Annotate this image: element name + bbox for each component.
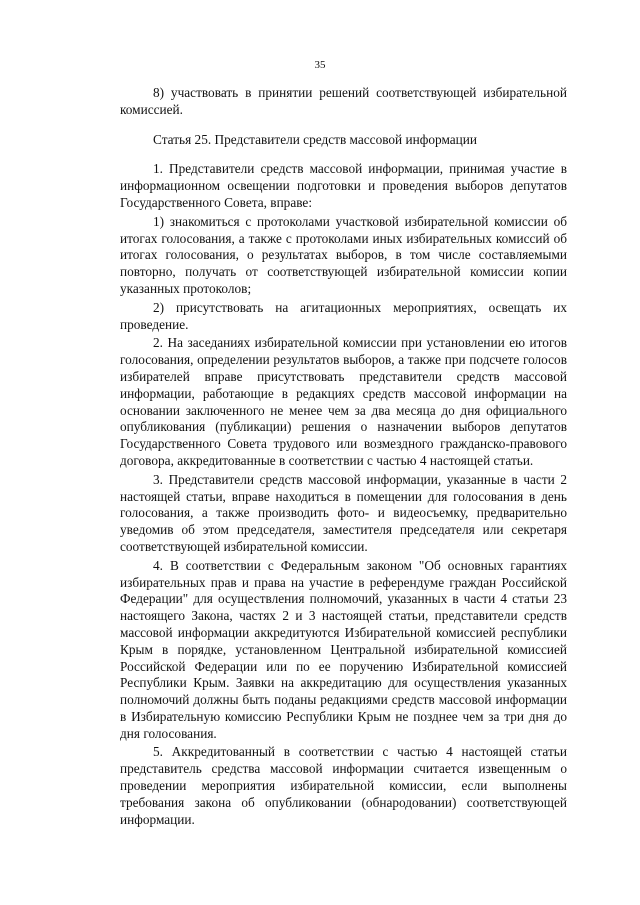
document-body [120, 85, 567, 828]
article-25-heading: Статья 25. Представители средств массовой информации [153, 131, 478, 147]
paragraph-part-1: 1. Представители средств массовой информации, принимая участие в информационном освещении подготовки и проведения выборов депутатов Государственного Совета, вправе: [120, 161, 567, 210]
paragraph-subitem-2: 2) присутствовать на агитационных мероприятиях, освещать их проведение. [120, 299, 567, 332]
page-number: 35 [314, 59, 326, 71]
paragraph-part-4: 4. В соответствии с Федеральным законом "Об основных гарантиях избирательных прав и права на участие в референдуме граждан Российской Федерации" для осуществления полномочий, указанных в части 4 статьи 23 настоящего Закона, частях 2 и 3 настоящей статьи, представители средств массовой информации аккредитуются Избирательной комиссией республики Крым в порядке, установленном Центральной избирательной комиссией Российской Федерации или по ее поручению Избирательной комиссией Республики Крым. Заявки на аккредитацию для осуществления указанных полномочий должны быть поданы редакциями средств массовой информации в Избирательную комиссию Республики Крым не позднее чем за три дня до дня голосования. [120, 557, 567, 741]
paragraph-part-3: 3. Представители средств массовой информации, указанные в части 2 настоящей статьи, вправе находиться в помещении для голосования в день голосования, а также производить фото- и видеосъемку, предварительно уведомив об этом председателя, заместителя председателя или секретаря соответствующей избирательной комиссии. [120, 471, 567, 554]
paragraph-part-2: 2. На заседаниях избирательной комиссии при установлении ею итогов голосования, определении результатов выборов, а также при подсчете голосов избирателей вправе присутствовать представители средств массовой информации, работающие в редакциях средств массовой информации на основании заключенного не менее чем за два месяца до дня официального опубликования (публикации) решения о назначении выборов депутатов Государственного Совета трудового или возмездного гражданско-правового договора, аккредитованные в соответствии с частью 4 настоящей статьи. [120, 335, 567, 468]
paragraph-subitem-1: 1) знакомиться с протоколами участковой избирательной комиссии об итогах голосования, а также с протоколами иных избирательных комиссий об итогах голосования, о результатах выборов, в том числе составляемыми повторно, получать от соответствующей избирательной комиссии копии указанных протоколов; [120, 213, 567, 296]
paragraph-item-8: 8) участвовать в принятии решений соответствующей избирательной комиссией. [120, 85, 567, 117]
paragraph-part-5: 5. Аккредитованный в соответствии с частью 4 настоящей статьи представитель средства массовой информации считается извещенным о проведении мероприятия избирательной комиссии, если выполнены требования закона об опубликовании (обнародовании) соответствующей информации. [120, 744, 567, 827]
